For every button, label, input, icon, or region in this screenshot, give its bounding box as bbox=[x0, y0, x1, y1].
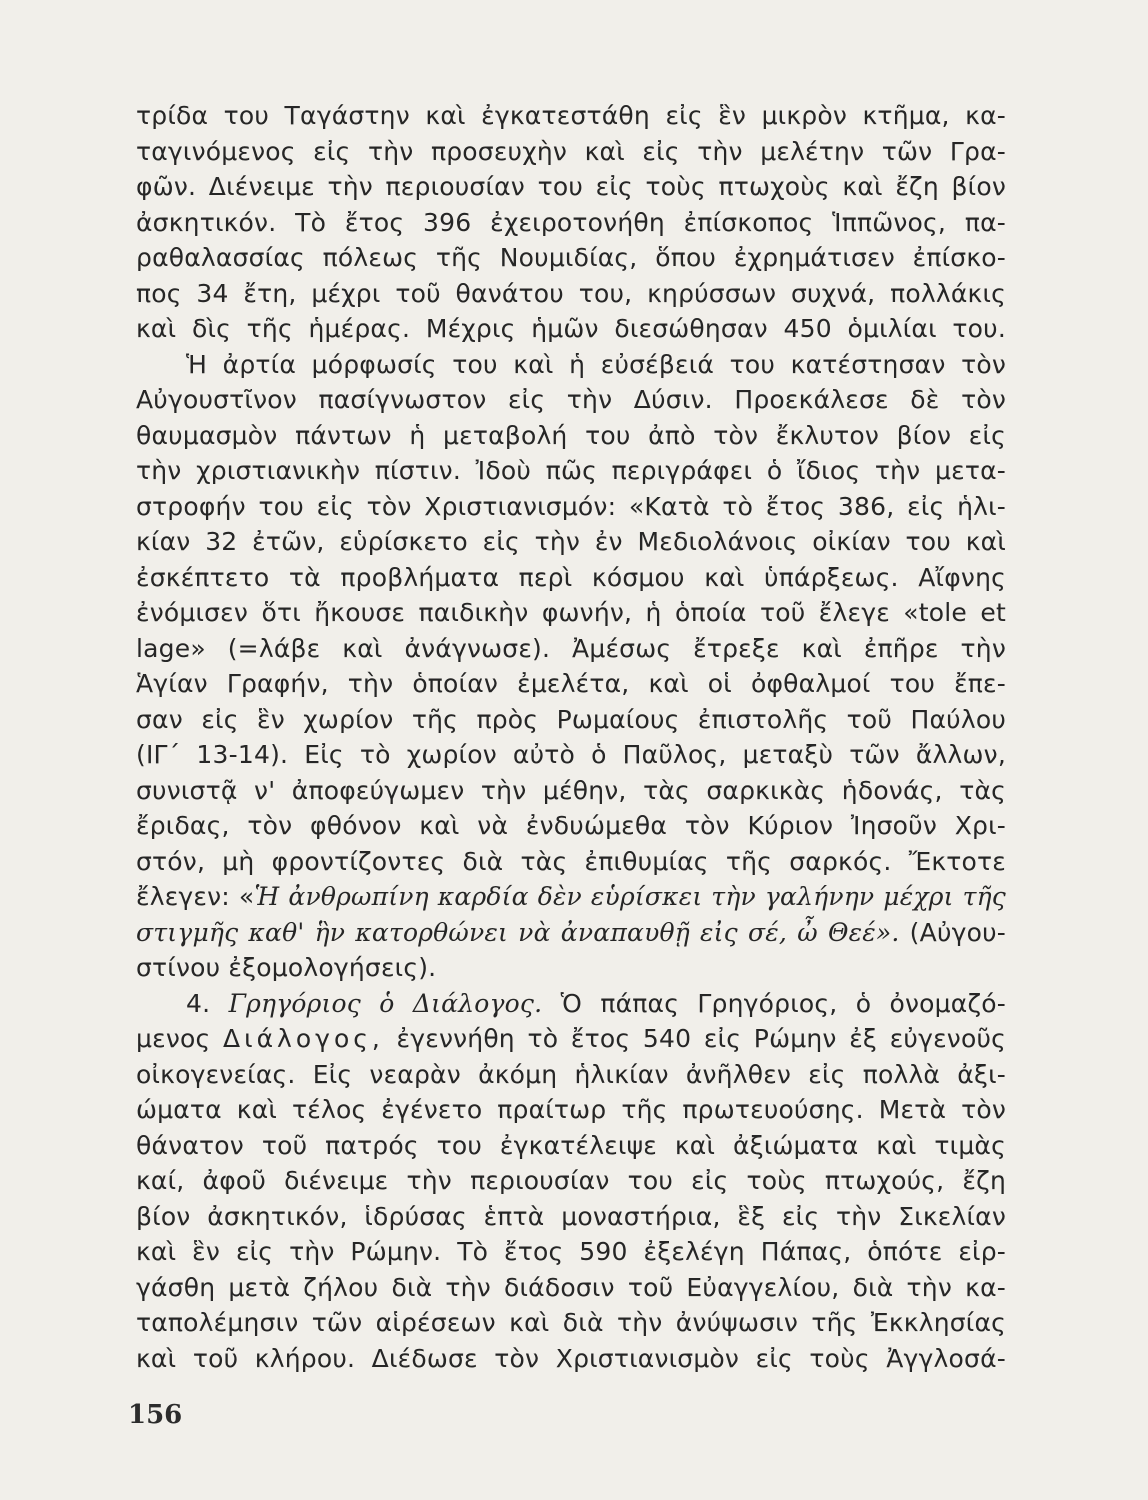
quote-text: Ἡ ἀνθρωπίνη καρδία δὲν εὑρίσκει τὴν γαλήνην μέχρι τῆς bbox=[254, 882, 1007, 911]
text-line: στόν, μὴ φροντίζοντες διὰ τὰς ἐπιθυμίας τῆς σαρκός. Ἔκτοτε bbox=[136, 846, 1006, 876]
quote-prefix: ἔλεγεν: « bbox=[136, 882, 255, 911]
text-line: καὶ τοῦ κλήρου. Διέδωσε τὸν Χριστιανισμὸν εἰς τοὺς Ἀγγλοσά- bbox=[136, 1343, 1006, 1373]
text-line: ταγινόμενος εἰς τὴν προσευχὴν καὶ εἰς τὴν μελέτην τῶν Γρα- bbox=[136, 136, 1006, 166]
text-line: καὶ δὶς τῆς ἡμέρας. Μέχρις ἡμῶν διεσώθησαν 450 ὁμιλίαι του. bbox=[136, 314, 1006, 343]
text-line: τρίδα του Ταγάστην καὶ ἐγκατεστάθη εἰς ἓν μικρὸν κτῆμα, κα- bbox=[136, 101, 1006, 130]
text-line: γάσθη μετὰ ζήλου διὰ τὴν διάδοσιν τοῦ Εὐαγγελίου, διὰ τὴν κα- bbox=[136, 1272, 1006, 1302]
text-line: ταπολέμησιν τῶν αἱρέσεων καὶ διὰ τὴν ἀνύψωσιν τῆς Ἐκκλησίας bbox=[136, 1308, 1006, 1337]
quote-line bbox=[136, 879, 1006, 915]
text-line: ἐσκέπτετο τὰ προβλήματα περὶ κόσμου καὶ ὑπάρξεως. Αἴφνης bbox=[136, 562, 1006, 592]
text-line: lage» (=λάβε καὶ ἀνάγνωσε). Ἀμέσως ἔτρεξε καὶ ἐπῆρε τὴν bbox=[136, 633, 1006, 663]
text-line: βίον ἀσκητικόν, ἱδρύσας ἑπτὰ μοναστήρια, ἓξ εἰς τὴν Σικελίαν bbox=[136, 1201, 1006, 1231]
text-line: ραθαλασσίας πόλεως τῆς Νουμιδίας, ὅπου ἐχρημάτισεν ἐπίσκο- bbox=[136, 243, 1006, 272]
text-line: Αὐγουστῖνον πασίγνωστον εἰς τὴν Δύσιν. Προεκάλεσε δὲ τὸν bbox=[136, 385, 1006, 414]
text-line: θαυμασμὸν πάντων ἡ μεταβολή του ἀπὸ τὸν ἔκλυτον βίον εἰς bbox=[136, 420, 1006, 450]
text-line: ώματα καὶ τέλος ἐγένετο πραίτωρ τῆς πρωτευούσης. Μετὰ τὸν bbox=[136, 1095, 1006, 1124]
text-line: Ἁγίαν Γραφήν, τὴν ὁποίαν ἐμελέτα, καὶ οἱ ὀφθαλμοί του ἔπε- bbox=[136, 669, 1006, 698]
spaced-name: Διάλογος, bbox=[223, 1024, 384, 1053]
text-fragment: μενος bbox=[136, 1024, 224, 1053]
section-text: Ὁ πάπας Γρηγόριος, ὁ ὀνομαζό- bbox=[542, 988, 1006, 1018]
text-fragment: ἐγεννήθη τὸ ἔτος 540 εἰς Ρώμην ἐξ εὐγενοῦς bbox=[383, 1024, 1006, 1053]
text-line: στροφήν του εἰς τὸν Χριστιανισμόν: «Κατὰ τὸ ἔτος 386, εἰς ἡλι- bbox=[136, 491, 1006, 521]
text-line: πος 34 ἔτη, μέχρι τοῦ θανάτου του, κηρύσσων συχνά, πολλάκις bbox=[136, 278, 1006, 308]
text-line: κίαν 32 ἐτῶν, εὑρίσκετο εἰς τὴν ἐν Μεδιολάνοις οἰκίαν του καὶ bbox=[136, 527, 1006, 556]
text-line: θάνατον τοῦ πατρός του ἐγκατέλειψε καὶ ἀξιώματα καὶ τιμὰς bbox=[136, 1130, 1006, 1160]
text-line: σαν εἰς ἓν χωρίον τῆς πρὸς Ρωμαίους ἐπιστολῆς τοῦ Παύλου bbox=[136, 704, 1006, 734]
text-line bbox=[136, 1021, 1006, 1057]
text-line: καί, ἀφοῦ διένειμε τὴν περιουσίαν του εἰς τοὺς πτωχούς, ἔζη bbox=[136, 1166, 1006, 1195]
page-number: 156 bbox=[128, 1400, 183, 1430]
quote-line bbox=[136, 915, 1006, 951]
quote-citation: (Αὐγου- bbox=[899, 917, 1006, 947]
text-line: καὶ ἓν εἰς τὴν Ρώμην. Τὸ ἔτος 590 ἐξελέγη Πάπας, ὁπότε εἰρ- bbox=[136, 1237, 1006, 1266]
text-line: (ΙΓ΄ 13-14). Εἰς τὸ χωρίον αὐτὸ ὁ Παῦλος, μεταξὺ τῶν ἄλλων, bbox=[136, 740, 1006, 769]
section-heading-line bbox=[136, 986, 1006, 1022]
text-line: οἰκογενείας. Εἰς νεαρὰν ἀκόμη ἡλικίαν ἀνῆλθεν εἰς πολλὰ ἀξι- bbox=[136, 1059, 1006, 1089]
text-line: ἐνόμισεν ὅτι ἤκουσε παιδικὴν φωνήν, ἡ ὁποία τοῦ ἔλεγε «tole et bbox=[136, 598, 1006, 627]
body-text bbox=[136, 98, 1006, 1376]
text-line: συνιστᾷ ν' ἀποφεύγωμεν τὴν μέθην, τὰς σαρκικὰς ἡδονάς, τὰς bbox=[136, 775, 1006, 805]
text-line: φῶν. Διένειμε τὴν περιουσίαν του εἰς τοὺς πτωχοὺς καὶ ἔζη βίον bbox=[136, 172, 1006, 201]
quote-citation-end: στίνου ἐξομολογήσεις). bbox=[136, 953, 437, 982]
text-line: ἔριδας, τὸν φθόνον καὶ νὰ ἐνδυώμεθα τὸν Κύριον Ἰησοῦν Χρι- bbox=[136, 811, 1006, 840]
paragraph-start-line: Ἡ ἀρτία μόρφωσίς του καὶ ἡ εὐσέβειά του κατέστησαν τὸν bbox=[186, 349, 1006, 379]
text-line: ἀσκητικόν. Τὸ ἔτος 396 ἐχειροτονήθη ἐπίσκοπος Ἱππῶνος, πα- bbox=[136, 207, 1006, 237]
quote-text: στιγμῆς καθ' ἣν κατορθώνει νὰ ἀναπαυθῇ εἰς σέ, ὦ Θεέ». bbox=[136, 917, 900, 947]
section-number: 4. bbox=[186, 988, 211, 1018]
section-title: Γρηγόριος ὁ Διάλογος. bbox=[228, 988, 543, 1018]
text-line: τὴν χριστιανικὴν πίστιν. Ἰδοὺ πῶς περιγράφει ὁ ἴδιος τὴν μετα- bbox=[136, 456, 1006, 485]
